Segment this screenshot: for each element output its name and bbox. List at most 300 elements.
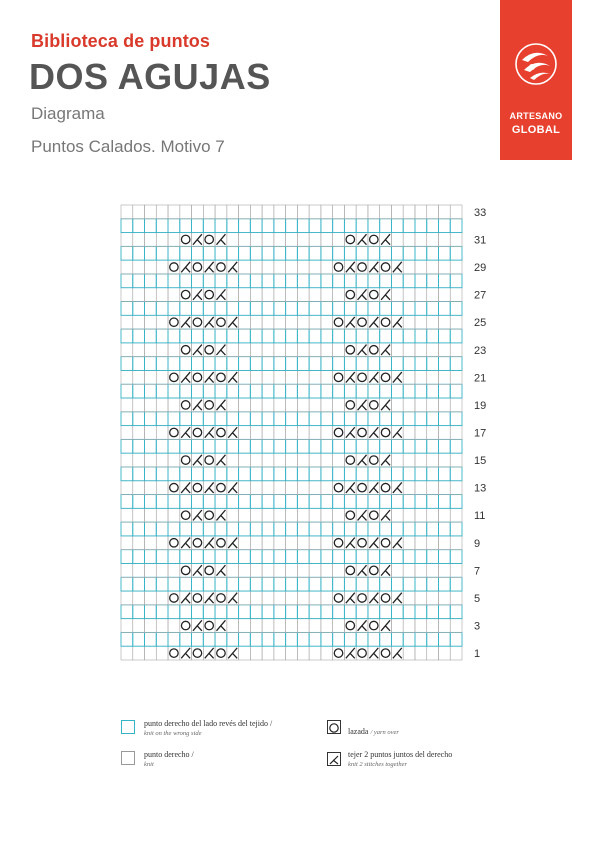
chart-cell bbox=[427, 315, 439, 329]
k2tog-icon bbox=[328, 754, 340, 766]
chart-cell bbox=[145, 481, 157, 495]
chart-cell bbox=[262, 260, 274, 274]
chart-cell bbox=[274, 412, 286, 426]
chart-cell bbox=[274, 384, 286, 398]
yarn-over-mark bbox=[217, 649, 225, 657]
chart-cell bbox=[227, 246, 239, 260]
chart-cell bbox=[403, 246, 415, 260]
chart-cell bbox=[415, 274, 427, 288]
chart-cell bbox=[391, 453, 403, 467]
yarn-over-mark bbox=[346, 290, 354, 298]
chart-cell bbox=[297, 412, 309, 426]
yarn-over-mark bbox=[217, 483, 225, 491]
chart-cell bbox=[121, 315, 133, 329]
chart-cell bbox=[250, 508, 262, 522]
chart-cell bbox=[227, 384, 239, 398]
chart-cell bbox=[286, 246, 298, 260]
chart-cell bbox=[133, 439, 145, 453]
legend-yarn-over-label bbox=[348, 727, 399, 738]
chart-cell bbox=[286, 619, 298, 633]
chart-cell bbox=[309, 426, 321, 440]
chart-cell bbox=[427, 605, 439, 619]
chart-cell bbox=[344, 357, 356, 371]
chart-cell bbox=[344, 495, 356, 509]
chart-cell bbox=[380, 357, 392, 371]
chart-cell bbox=[403, 302, 415, 316]
chart-cell bbox=[427, 632, 439, 646]
yarn-over-mark bbox=[205, 621, 213, 629]
k2tog-mark bbox=[228, 648, 237, 658]
chart-cell bbox=[156, 398, 168, 412]
chart-cell bbox=[239, 467, 251, 481]
k2tog-mark bbox=[346, 593, 355, 603]
chart-cell bbox=[145, 550, 157, 564]
k2tog-mark bbox=[393, 538, 402, 548]
chart-cell bbox=[239, 439, 251, 453]
chart-cell bbox=[227, 439, 239, 453]
chart-cell bbox=[215, 412, 227, 426]
yarn-over-mark bbox=[170, 263, 178, 271]
yarn-over-icon bbox=[328, 722, 340, 734]
chart-cell bbox=[274, 233, 286, 247]
chart-cell bbox=[368, 205, 380, 219]
chart-cell bbox=[121, 577, 133, 591]
chart-cell bbox=[380, 274, 392, 288]
chart-cell bbox=[356, 357, 368, 371]
chart-cell bbox=[427, 577, 439, 591]
chart-cell bbox=[145, 632, 157, 646]
chart-cell bbox=[356, 577, 368, 591]
chart-cell bbox=[380, 219, 392, 233]
chart-cell bbox=[145, 246, 157, 260]
chart-cell bbox=[403, 646, 415, 660]
chart-cell bbox=[121, 605, 133, 619]
chart-cell bbox=[450, 246, 462, 260]
chart-cell bbox=[227, 508, 239, 522]
chart-cell bbox=[262, 426, 274, 440]
yarn-over-mark bbox=[370, 346, 378, 354]
chart-cell bbox=[192, 412, 204, 426]
chart-cell bbox=[321, 591, 333, 605]
chart-cell bbox=[156, 288, 168, 302]
chart-cell bbox=[227, 522, 239, 536]
chart-cell bbox=[156, 343, 168, 357]
chart-cell bbox=[403, 619, 415, 633]
chart-cell bbox=[250, 632, 262, 646]
chart-cell bbox=[321, 536, 333, 550]
chart-cell bbox=[321, 439, 333, 453]
chart-cell bbox=[250, 550, 262, 564]
chart-cell bbox=[215, 357, 227, 371]
yarn-over-mark bbox=[193, 483, 201, 491]
yarn-over-mark bbox=[334, 373, 342, 381]
chart-cell bbox=[415, 246, 427, 260]
chart-cell bbox=[450, 467, 462, 481]
chart-cell bbox=[145, 412, 157, 426]
chart-cell bbox=[415, 563, 427, 577]
chart-cell bbox=[321, 481, 333, 495]
chart-cell bbox=[450, 495, 462, 509]
chart-cell bbox=[168, 302, 180, 316]
chart-cell bbox=[356, 302, 368, 316]
row-number: 29 bbox=[474, 262, 487, 275]
chart-cell bbox=[274, 302, 286, 316]
chart-cell bbox=[450, 605, 462, 619]
chart-cell bbox=[297, 219, 309, 233]
chart-cell bbox=[286, 632, 298, 646]
chart-cell bbox=[168, 384, 180, 398]
chart-cell bbox=[133, 495, 145, 509]
chart-cell bbox=[250, 591, 262, 605]
row-number: 27 bbox=[474, 289, 487, 302]
chart-cell bbox=[297, 370, 309, 384]
chart-cell bbox=[309, 219, 321, 233]
chart-cell bbox=[250, 481, 262, 495]
yarn-over-mark bbox=[381, 649, 389, 657]
chart-cell bbox=[403, 329, 415, 343]
chart-cell bbox=[180, 246, 192, 260]
row-number: 15 bbox=[474, 455, 487, 468]
chart-cell bbox=[356, 467, 368, 481]
chart-cell bbox=[297, 619, 309, 633]
k2tog-mark bbox=[216, 565, 225, 575]
chart-cell bbox=[180, 605, 192, 619]
chart-cell bbox=[239, 398, 251, 412]
chart-cell bbox=[321, 205, 333, 219]
chart-cell bbox=[321, 453, 333, 467]
k2tog-mark bbox=[381, 510, 390, 520]
chart-cell bbox=[168, 343, 180, 357]
chart-cell bbox=[262, 357, 274, 371]
chart-cell bbox=[274, 522, 286, 536]
chart-cell bbox=[368, 384, 380, 398]
chart-cell bbox=[250, 619, 262, 633]
chart-cell bbox=[438, 632, 450, 646]
chart-cell bbox=[250, 453, 262, 467]
chart-cell bbox=[391, 205, 403, 219]
chart-cell bbox=[239, 577, 251, 591]
chart-cell bbox=[297, 536, 309, 550]
chart-cell bbox=[450, 343, 462, 357]
yarn-over-mark bbox=[181, 621, 189, 629]
yarn-over-mark bbox=[205, 346, 213, 354]
chart-cell bbox=[133, 453, 145, 467]
chart-cell bbox=[450, 426, 462, 440]
k2tog-mark bbox=[193, 565, 202, 575]
k2tog-mark bbox=[381, 620, 390, 630]
yarn-over-mark bbox=[334, 539, 342, 547]
chart-cell bbox=[203, 357, 215, 371]
chart-cell bbox=[121, 495, 133, 509]
row-number: 7 bbox=[474, 565, 481, 578]
chart-cell bbox=[415, 412, 427, 426]
chart-cell bbox=[203, 467, 215, 481]
chart-cell bbox=[239, 453, 251, 467]
chart-cell bbox=[203, 577, 215, 591]
chart-cell bbox=[133, 398, 145, 412]
chart-cell bbox=[321, 288, 333, 302]
k2tog-mark bbox=[369, 648, 378, 658]
chart-cell bbox=[321, 577, 333, 591]
chart-cell bbox=[286, 426, 298, 440]
chart-cell bbox=[321, 384, 333, 398]
k2tog-mark bbox=[346, 262, 355, 272]
chart-cell bbox=[403, 508, 415, 522]
chart-cell bbox=[156, 274, 168, 288]
chart-cell bbox=[391, 246, 403, 260]
chart-cell bbox=[333, 205, 345, 219]
page-title: DOS AGUJAS bbox=[29, 56, 271, 97]
k2tog-mark bbox=[216, 234, 225, 244]
chart-cell bbox=[156, 439, 168, 453]
chart-cell bbox=[133, 646, 145, 660]
chart-cell bbox=[438, 495, 450, 509]
chart-cell bbox=[203, 605, 215, 619]
chart-cell bbox=[415, 219, 427, 233]
chart-cell bbox=[250, 357, 262, 371]
chart-cell bbox=[145, 563, 157, 577]
chart-cell bbox=[239, 302, 251, 316]
chart-cell bbox=[168, 439, 180, 453]
chart-cell bbox=[133, 481, 145, 495]
chart-cell bbox=[438, 398, 450, 412]
chart-cell bbox=[391, 550, 403, 564]
chart-cell bbox=[427, 591, 439, 605]
yarn-over-mark bbox=[370, 401, 378, 409]
chart-cell bbox=[427, 467, 439, 481]
chart-cell bbox=[274, 439, 286, 453]
yarn-over-mark bbox=[334, 649, 342, 657]
chart-cell bbox=[156, 233, 168, 247]
chart-cell bbox=[239, 508, 251, 522]
chart-cell bbox=[415, 495, 427, 509]
chart-cell bbox=[121, 426, 133, 440]
yarn-over-mark bbox=[193, 428, 201, 436]
chart-cell bbox=[250, 646, 262, 660]
yarn-over-mark bbox=[370, 621, 378, 629]
chart-cell bbox=[227, 632, 239, 646]
chart-cell bbox=[274, 495, 286, 509]
k2tog-mark bbox=[181, 317, 190, 327]
chart-cell bbox=[297, 288, 309, 302]
chart-cell bbox=[438, 467, 450, 481]
chart-cell bbox=[274, 646, 286, 660]
chart-cell bbox=[356, 384, 368, 398]
legend-rs-knit-swatch bbox=[121, 751, 135, 765]
k2tog-mark bbox=[393, 372, 402, 382]
chart-cell bbox=[215, 302, 227, 316]
chart-cell bbox=[121, 357, 133, 371]
chart-cell bbox=[215, 605, 227, 619]
yarn-over-mark bbox=[193, 318, 201, 326]
chart-cell bbox=[215, 577, 227, 591]
chart-cell bbox=[227, 302, 239, 316]
k2tog-mark bbox=[193, 234, 202, 244]
chart-cell bbox=[133, 384, 145, 398]
chart-cell bbox=[391, 563, 403, 577]
chart-cell bbox=[403, 260, 415, 274]
chart-cell bbox=[274, 481, 286, 495]
k2tog-mark bbox=[205, 538, 214, 548]
chart-cell bbox=[239, 412, 251, 426]
chart-cell bbox=[250, 522, 262, 536]
k2tog-mark bbox=[369, 538, 378, 548]
chart-cell bbox=[180, 412, 192, 426]
chart-cell bbox=[156, 536, 168, 550]
chart-cell bbox=[380, 246, 392, 260]
yarn-over-mark bbox=[346, 566, 354, 574]
legend-k2tog-swatch bbox=[327, 752, 341, 766]
chart-cell bbox=[227, 357, 239, 371]
k2tog-mark bbox=[205, 593, 214, 603]
yarn-over-mark bbox=[170, 318, 178, 326]
chart-cell bbox=[438, 619, 450, 633]
yarn-over-mark bbox=[181, 290, 189, 298]
chart-cell bbox=[403, 467, 415, 481]
chart-cell bbox=[368, 605, 380, 619]
yarn-over-mark bbox=[170, 539, 178, 547]
chart-cell bbox=[262, 329, 274, 343]
chart-cell bbox=[156, 646, 168, 660]
chart-cell bbox=[239, 591, 251, 605]
k2tog-mark bbox=[228, 593, 237, 603]
chart-cell bbox=[368, 246, 380, 260]
chart-cell bbox=[297, 315, 309, 329]
chart-cell bbox=[145, 398, 157, 412]
chart-cell bbox=[180, 329, 192, 343]
chart-cell bbox=[344, 632, 356, 646]
chart-cell bbox=[274, 563, 286, 577]
chart-cell bbox=[156, 508, 168, 522]
chart-cell bbox=[438, 343, 450, 357]
chart-cell bbox=[145, 426, 157, 440]
yarn-over-mark bbox=[334, 318, 342, 326]
chart-cell bbox=[427, 439, 439, 453]
chart-cell bbox=[368, 550, 380, 564]
chart-cell bbox=[180, 495, 192, 509]
chart-cell bbox=[180, 219, 192, 233]
chart-cell bbox=[403, 536, 415, 550]
chart-cell bbox=[286, 205, 298, 219]
chart-cell bbox=[415, 536, 427, 550]
chart-cell bbox=[192, 246, 204, 260]
chart-cell bbox=[133, 302, 145, 316]
chart-cell bbox=[262, 495, 274, 509]
chart-cell bbox=[450, 260, 462, 274]
chart-cell bbox=[297, 467, 309, 481]
chart-cell bbox=[438, 205, 450, 219]
chart-cell bbox=[203, 439, 215, 453]
chart-cell bbox=[145, 453, 157, 467]
chart-cell bbox=[133, 370, 145, 384]
chart-cell bbox=[391, 302, 403, 316]
chart-cell bbox=[262, 233, 274, 247]
chart-cell bbox=[133, 412, 145, 426]
chart-cell bbox=[168, 605, 180, 619]
chart-cell bbox=[309, 412, 321, 426]
chart-cell bbox=[403, 233, 415, 247]
chart-cell bbox=[121, 467, 133, 481]
chart-cell bbox=[450, 398, 462, 412]
chart-cell bbox=[168, 453, 180, 467]
chart-cell bbox=[450, 315, 462, 329]
yarn-over-mark bbox=[205, 235, 213, 243]
chart-cell bbox=[121, 522, 133, 536]
chart-cell bbox=[203, 246, 215, 260]
yarn-over-mark bbox=[334, 428, 342, 436]
chart-cell bbox=[368, 302, 380, 316]
chart-cell bbox=[274, 453, 286, 467]
chart-cell bbox=[262, 412, 274, 426]
chart-cell bbox=[215, 439, 227, 453]
chart-cell bbox=[250, 233, 262, 247]
chart-cell bbox=[450, 357, 462, 371]
chart-cell bbox=[133, 357, 145, 371]
chart-cell bbox=[368, 219, 380, 233]
yarn-over-mark bbox=[381, 483, 389, 491]
chart-cell bbox=[380, 522, 392, 536]
chart-cell bbox=[180, 274, 192, 288]
k2tog-mark bbox=[358, 345, 367, 355]
chart-cell bbox=[250, 439, 262, 453]
chart-cell bbox=[380, 495, 392, 509]
yarn-over-mark bbox=[358, 373, 366, 381]
chart-cell bbox=[403, 219, 415, 233]
yarn-over-mark bbox=[346, 235, 354, 243]
chart-cell bbox=[156, 619, 168, 633]
k2tog-mark bbox=[358, 400, 367, 410]
chart-cell bbox=[239, 646, 251, 660]
k2tog-mark bbox=[369, 372, 378, 382]
chart-cell bbox=[356, 205, 368, 219]
chart-cell bbox=[391, 632, 403, 646]
k2tog-mark bbox=[358, 620, 367, 630]
chart-cell bbox=[168, 563, 180, 577]
chart-cell bbox=[309, 205, 321, 219]
chart-cell bbox=[133, 591, 145, 605]
chart-cell bbox=[121, 439, 133, 453]
yarn-over-mark bbox=[370, 235, 378, 243]
chart-cell bbox=[286, 302, 298, 316]
k2tog-mark bbox=[216, 345, 225, 355]
chart-cell bbox=[415, 398, 427, 412]
chart-cell bbox=[250, 260, 262, 274]
chart-cell bbox=[121, 398, 133, 412]
k2tog-mark bbox=[346, 372, 355, 382]
yarn-over-mark bbox=[205, 456, 213, 464]
k2tog-mark bbox=[358, 455, 367, 465]
chart-cell bbox=[215, 205, 227, 219]
chart-cell bbox=[168, 619, 180, 633]
chart-cell bbox=[156, 550, 168, 564]
legend-rs-knit-label: punto derecho / bbox=[144, 750, 194, 759]
chart-cell bbox=[391, 329, 403, 343]
k2tog-mark bbox=[346, 648, 355, 658]
chart-cell bbox=[321, 357, 333, 371]
chart-cell bbox=[415, 315, 427, 329]
chart-cell bbox=[427, 357, 439, 371]
chart-cell bbox=[156, 495, 168, 509]
chart-cell bbox=[438, 439, 450, 453]
chart-cell bbox=[309, 315, 321, 329]
chart-cell bbox=[450, 233, 462, 247]
chart-cell bbox=[297, 646, 309, 660]
yarn-over-mark bbox=[181, 235, 189, 243]
legend-k2tog-label: tejer 2 puntos juntos del derecho bbox=[348, 750, 453, 759]
chart-cell bbox=[192, 632, 204, 646]
yarn-over-mark bbox=[370, 290, 378, 298]
chart-cell bbox=[403, 357, 415, 371]
